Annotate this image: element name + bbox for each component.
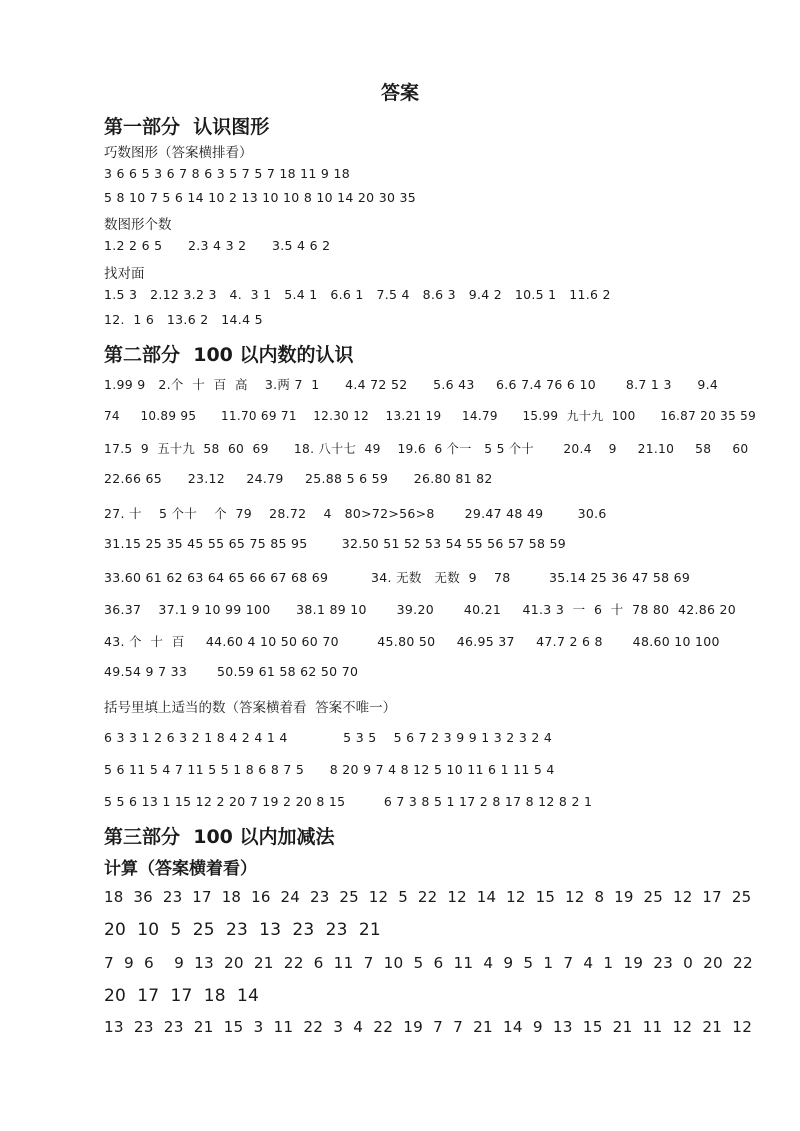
page-title: 答案	[380, 82, 419, 104]
part3-calc-line-5: 13 23 23 21 15 3 11 22 3 4 22 19 7 7 21 14 9 13 15 21 11 12 21 12	[104, 1018, 753, 1036]
part2-heading: 第二部分 100 以内数的认识	[104, 344, 354, 366]
part1-section3-title: 找对面	[104, 266, 145, 282]
part1-section2-title: 数图形个数	[104, 217, 172, 233]
part2-line-10: 49.54 9 7 33 50.59 61 58 62 50 70	[104, 664, 359, 679]
part2-line-3: 17.5 9 五十九 58 60 69 18. 八十七 49 19.6 6 个一 5 5 个十 20.4 9 21.10 58 60	[104, 442, 749, 456]
part2-line-5: 27. 十 5 个十 个 79 28.72 4 80>72>56>8 29.47 48 49 30.6	[104, 506, 607, 521]
part2-line-2: 74 10.89 95 11.70 69 71 12.30 12 13.21 19 14.79 15.99 九十九 100 16.87 20 35 59	[104, 409, 756, 423]
part1-heading: 第一部分 认识图形	[104, 116, 270, 138]
part2-line-6: 31.15 25 35 45 55 65 75 85 95 32.50 51 52 53 54 55 56 57 58 59	[104, 536, 567, 551]
part3-calc-line-3: 7 9 6 9 13 20 21 22 6 11 7 10 5 6 11 4 9 5 1 7 4 1 19 23 0 20 22	[104, 954, 753, 972]
part2-fill-line-1: 6 3 3 1 2 6 3 2 1 8 4 2 4 1 4 5 3 5 5 6 7 2 3 9 9 1 3 2 3 2 4	[104, 730, 553, 745]
part3-calc-line-1: 18 36 23 17 18 16 24 23 25 12 5 22 12 14 12 15 12 8 19 25 12 17 25	[104, 888, 752, 906]
part2-line-9: 43. 个 十 百 44.60 4 10 50 60 70 45.80 50 46.95 37 47.7 2 6 8 48.60 10 100	[104, 634, 720, 649]
part3-calc-title: 计算（答案横着看）	[104, 859, 257, 879]
part1-section3-line2: 12. 1 6 13.6 2 14.4 5	[104, 312, 263, 327]
part2-line-8: 36.37 37.1 9 10 99 100 38.1 89 10 39.20 40.21 41.3 3 一 6 十 78 80 42.86 20	[104, 602, 737, 617]
part2-fill-title: 括号里填上适当的数（答案横着看 答案不唯一）	[104, 700, 397, 716]
part1-section2-line1: 1.2 2 6 5 2.3 4 3 2 3.5 4 6 2	[104, 238, 331, 253]
part1-section3-line1: 1.5 3 2.12 3.2 3 4. 3 1 5.4 1 6.6 1 7.5 4 8.6 3 9.4 2 10.5 1 11.6 2	[104, 287, 611, 302]
part2-line-7: 33.60 61 62 63 64 65 66 67 68 69 34. 无数 无数 9 78 35.14 25 36 47 58 69	[104, 570, 691, 585]
part1-section1-title: 巧数图形（答案横排看）	[104, 145, 253, 161]
part3-calc-line-4: 20 17 17 18 14	[104, 986, 259, 1006]
part1-section1-line2: 5 8 10 7 5 6 14 10 2 13 10 10 8 10 14 20 30 35	[104, 190, 416, 205]
part2-fill-line-2: 5 6 11 5 4 7 11 5 5 1 8 6 8 7 5 8 20 9 7 4 8 12 5 10 11 6 1 11 5 4	[104, 762, 555, 777]
part3-calc-line-2: 20 10 5 25 23 13 23 23 21	[104, 920, 381, 940]
part1-section1-line1: 3 6 6 5 3 6 7 8 6 3 5 7 5 7 18 11 9 18	[104, 166, 350, 181]
part2-line-4: 22.66 65 23.12 24.79 25.88 5 6 59 26.80 81 82	[104, 471, 493, 486]
part3-heading: 第三部分 100 以内加减法	[104, 826, 335, 848]
part2-fill-line-3: 5 5 6 13 1 15 12 2 20 7 19 2 20 8 15 6 7 3 8 5 1 17 2 8 17 8 12 8 2 1	[104, 794, 593, 809]
part2-line-1: 1.99 9 2.个 十 百 高 3.两 7 1 4.4 72 52 5.6 43 6.6 7.4 76 6 10 8.7 1 3 9.4	[104, 377, 719, 392]
